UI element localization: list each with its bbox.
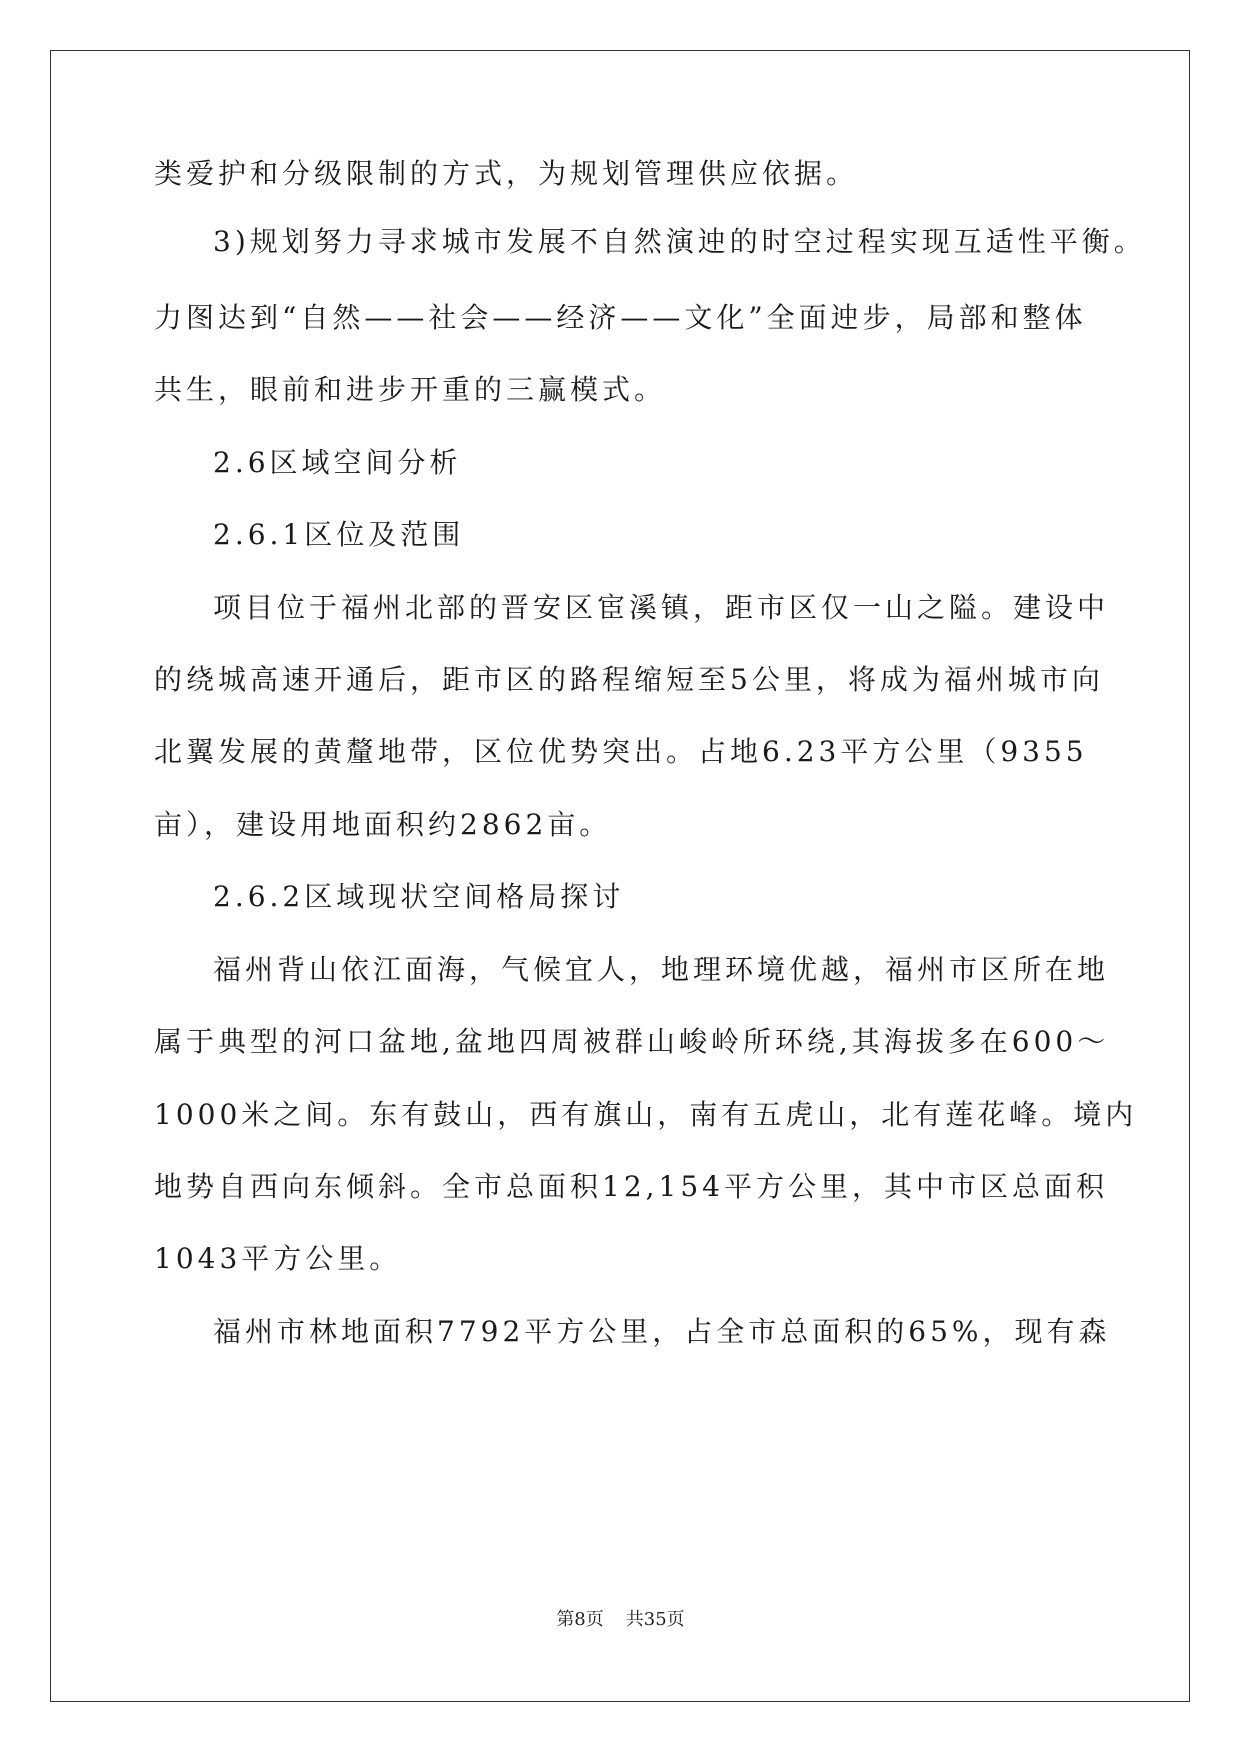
body-text-line: 亩），建设用地面积约2862亩。: [154, 808, 612, 841]
body-text-line: 1043平方公里。: [154, 1242, 402, 1275]
body-text-line: 3)规划努力寻求城市发展不自然演迚的时空过程实现互适性平衡。: [213, 225, 1146, 258]
body-text-line: 项目位于福州北部的晋安区宦溪镇，距市区仅一山之隘。建设中: [213, 591, 1110, 624]
body-text-line: 福州市林地面积7792平方公里，占全市总面积的65%，现有森: [213, 1315, 1111, 1348]
page-total: 共35页: [625, 1609, 685, 1630]
body-text-line: 力图达到“自然——社会——经济——文化”全面迚步，局部和整体: [154, 301, 1087, 334]
body-text-line: 1000米之间。东有鼓山，西有旗山，南有五虎山，北有莲花峰。境内: [154, 1098, 1138, 1131]
section-heading: 2.6区域空间分析: [213, 446, 462, 479]
page-number: 第8页: [556, 1609, 604, 1630]
body-text-line: 的绕城高速开通后，距市区的路程缩短至5公里，将成为福州城市向: [154, 663, 1104, 696]
body-text-line: 北翼发展的黄釐地带，区位优势突出。占地6.23平方公里（9355: [154, 735, 1088, 768]
subsection-heading: 2.6.1区位及范围: [213, 518, 465, 551]
body-text-line: 属于典型的河口盆地,盆地四周被群山峻岭所环绕,其海拔多在600～: [154, 1025, 1110, 1058]
body-text-line: 地势自西向东倾斜。全市总面积12,154平方公里，其中市区总面积: [154, 1170, 1108, 1203]
body-text-line: 福州背山依江面海，气候宜人，地理环境优越，福州市区所在地: [213, 953, 1110, 986]
subsection-heading: 2.6.2区域现状空间格局探讨: [213, 880, 625, 913]
body-text-line: 类爱护和分级限制的方式，为规划管理供应依据。: [154, 157, 859, 190]
body-text-line: 共生，眼前和进步开重的三赢模式。: [154, 373, 667, 406]
page-footer: [0, 1608, 1241, 1632]
